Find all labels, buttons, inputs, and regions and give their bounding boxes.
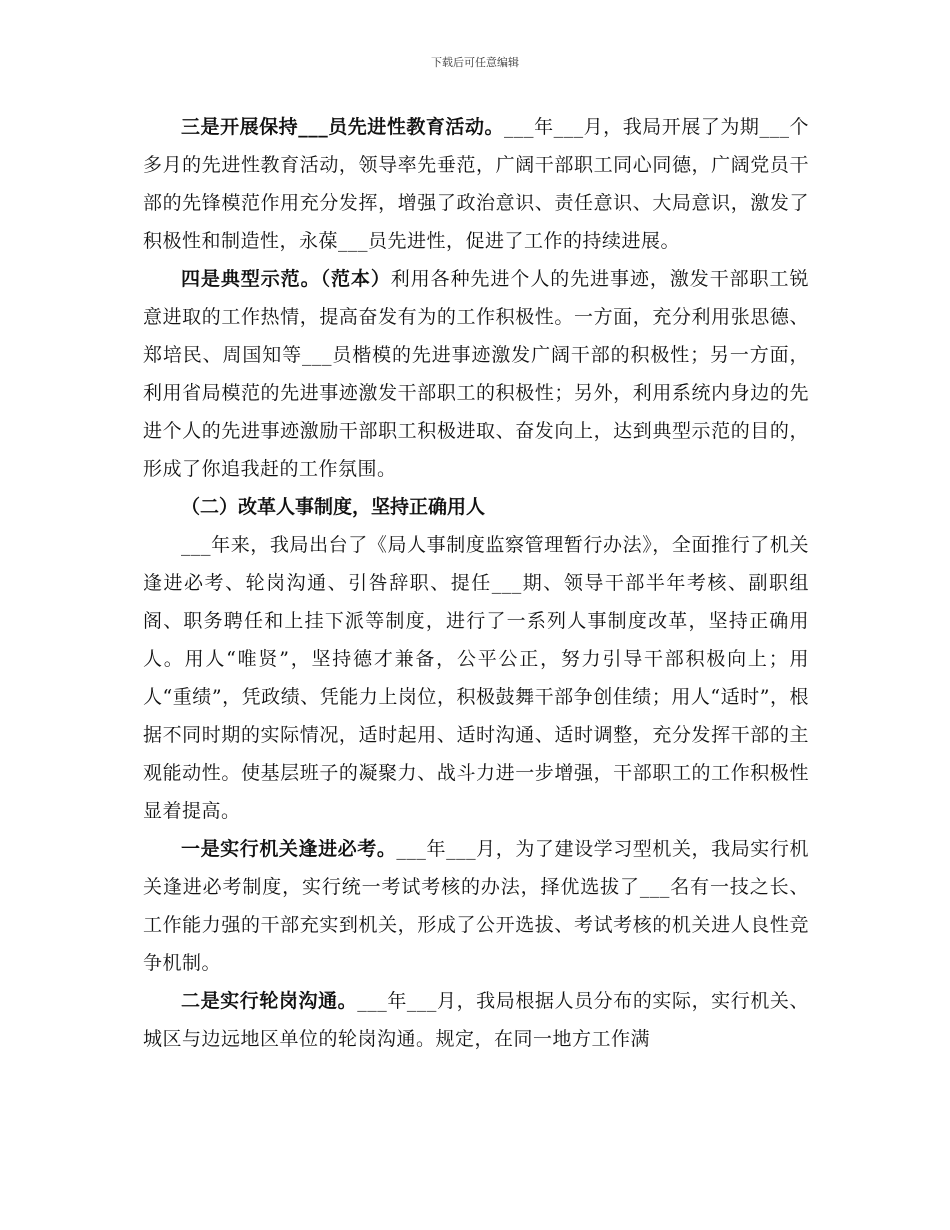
- paragraph-typical-example: [143, 260, 809, 488]
- paragraph-exam-entry: [143, 830, 809, 982]
- paragraph-lead: 二是实行轮岗沟通。: [181, 990, 358, 1012]
- paragraph-text: ___年来，我局出台了《局人事制度监察管理暂行办法》，全面推行了机关逢进必考、轮岗沟通、引咎辞职、提任___期、领导干部半年考核、副职组阁、职务聘任和上挂下派等制度，进行了一系列人事制度改革，坚持正确用人。用人“唯贤”，坚持德才兼备，公平公正，努力引导干部积极向上；用人“重绩”，凭政绩、凭能力上岗位，积极鼓舞干部争创佳绩；用人“适时”，根据不同时期的实际情况，适时起用、适时沟通、适时调整，充分发挥干部的主观能动性。使基层班子的凝聚力、战斗力进一步增强，干部职工的工作积极性显着提高。: [143, 534, 809, 822]
- paragraph-lead: 四是典型示范。（范本）: [181, 268, 391, 290]
- paragraph-text: ___年___月，我局根据人员分布的实际，实行机关、城区与边远地区单位的轮岗沟通。规定，在同一地方工作满: [143, 990, 809, 1050]
- paragraph-education-activity: [143, 108, 809, 260]
- paragraph-text: ___年___月，为了建设学习型机关，我局实行机关逢进必考制度，实行统一考试考核的办法，择优选拔了___名有一技之长、工作能力强的干部充实到机关，形成了公开选拔、考试考核的机关进人良性竞争机制。: [143, 838, 809, 974]
- paragraph-lead: 三是开展保持___员先进性教育活动。: [181, 116, 505, 138]
- document-body: [143, 108, 809, 1058]
- paragraph-lead: 一是实行机关逢进必考。: [181, 838, 397, 860]
- page-header-note: 下载后可任意编辑: [431, 56, 519, 69]
- paragraph-personnel-reform: [143, 526, 809, 830]
- paragraph-text: ___年___月，我局开展了为期___个多月的先进性教育活动，领导率先垂范，广阔干部职工同心同德，广阔党员干部的先锋模范作用充分发挥，增强了政治意识、责任意识、大局意识，激发了积极性和制造性，永葆___员先进性，促进了工作的持续进展。: [143, 116, 809, 252]
- paragraph-text: 利用各种先进个人的先进事迹，激发干部职工锐意进取的工作热情，提高奋发有为的工作积极性。一方面，充分利用张思德、郑培民、周国知等___员楷模的先进事迹激发广阔干部的积极性；另一方面，利用省局模范的先进事迹激发干部职工的积极性；另外，利用系统内身边的先进个人的先进事迹激励干部职工积极进取、奋发向上，达到典型示范的目的，形成了你追我赶的工作氛围。: [143, 268, 809, 480]
- section-heading-personnel-reform: （二）改革人事制度，坚持正确用人: [181, 496, 486, 518]
- paragraph-job-rotation: [143, 982, 809, 1058]
